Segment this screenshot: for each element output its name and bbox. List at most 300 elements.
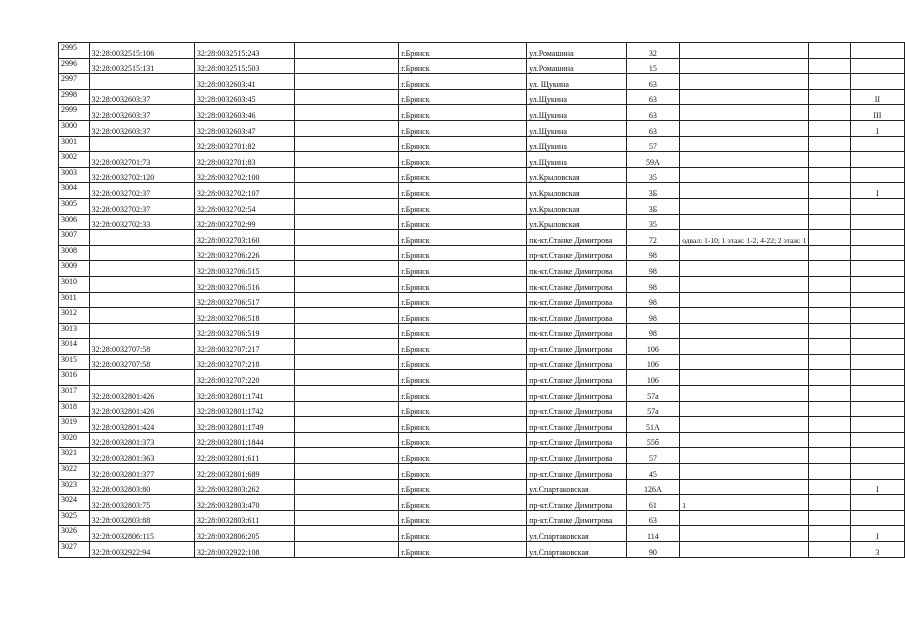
blank-cell (294, 479, 399, 495)
row-number-cell: 2997 (59, 74, 90, 90)
object-cadastral-number-cell: 32:28:0032701:82 (194, 136, 294, 152)
house-number-cell: 114 (626, 526, 680, 542)
blank-cell (294, 354, 399, 370)
row-number-cell: 3018 (59, 401, 90, 417)
blank-cell (809, 89, 850, 105)
street-cell: пр-кт.Станке Димитрова (527, 464, 627, 480)
parcel-cadastral-number-cell: 32:28:0032707:58 (89, 354, 194, 370)
blank-cell (809, 167, 850, 183)
part-number-cell: I (850, 526, 904, 542)
parcel-cadastral-number-cell: 32:28:0032803:80 (89, 479, 194, 495)
blank-cell (809, 308, 850, 324)
parcel-cadastral-number-cell: 32:28:0032806:115 (89, 526, 194, 542)
blank-cell (294, 120, 399, 136)
parcel-cadastral-number-cell: 32:28:0032801:377 (89, 464, 194, 480)
floor-premises-cell (680, 261, 809, 277)
street-cell: ул.Спартаковская (527, 542, 627, 558)
parcel-cadastral-number-cell (89, 308, 194, 324)
table-row (59, 245, 905, 261)
house-number-cell: 98 (626, 276, 680, 292)
floor-premises-cell (680, 448, 809, 464)
part-number-cell (850, 495, 904, 511)
city-cell: г.Брянск (399, 276, 527, 292)
parcel-cadastral-number-cell (89, 136, 194, 152)
parcel-cadastral-number-cell: 32:28:0032701:73 (89, 152, 194, 168)
part-number-cell (850, 448, 904, 464)
row-number-cell: 3005 (59, 198, 90, 214)
table-row (59, 198, 905, 214)
city-cell: г.Брянск (399, 354, 527, 370)
floor-premises-cell (680, 120, 809, 136)
house-number-cell: 72 (626, 230, 680, 246)
street-cell: ул.Крыловская (527, 183, 627, 199)
part-number-cell (850, 167, 904, 183)
blank-cell (294, 417, 399, 433)
city-cell: г.Брянск (399, 152, 527, 168)
table-row (59, 510, 905, 526)
object-cadastral-number-cell: 32:28:0032803:262 (194, 479, 294, 495)
object-cadastral-number-cell: 32:28:0032706:515 (194, 261, 294, 277)
house-number-cell: 57а (626, 401, 680, 417)
house-number-cell: 35 (626, 167, 680, 183)
floor-premises-cell (680, 339, 809, 355)
city-cell: г.Брянск (399, 432, 527, 448)
part-number-cell (850, 276, 904, 292)
part-number-cell: I (850, 183, 904, 199)
street-cell: пр-кт.Станке Димитрова (527, 417, 627, 433)
house-number-cell: 63 (626, 74, 680, 90)
row-number-cell: 3027 (59, 542, 90, 558)
street-cell: ул.Спартаковская (527, 526, 627, 542)
table-row (59, 136, 905, 152)
part-number-cell (850, 370, 904, 386)
row-number-cell: 3008 (59, 245, 90, 261)
city-cell: г.Брянск (399, 261, 527, 277)
street-cell: ул.Щукина (527, 89, 627, 105)
blank-cell (809, 495, 850, 511)
table-row (59, 276, 905, 292)
blank-cell (809, 354, 850, 370)
city-cell: г.Брянск (399, 526, 527, 542)
floor-premises-cell (680, 58, 809, 74)
part-number-cell (850, 323, 904, 339)
house-number-cell: 55б (626, 432, 680, 448)
object-cadastral-number-cell: 32:28:0032706:516 (194, 276, 294, 292)
house-number-cell: 57а (626, 386, 680, 402)
part-number-cell (850, 43, 904, 59)
row-number-cell: 3017 (59, 386, 90, 402)
table-row (59, 152, 905, 168)
blank-cell (294, 448, 399, 464)
object-cadastral-number-cell: 32:28:0032706:519 (194, 323, 294, 339)
parcel-cadastral-number-cell (89, 370, 194, 386)
parcel-cadastral-number-cell (89, 276, 194, 292)
blank-cell (294, 339, 399, 355)
house-number-cell: 106 (626, 354, 680, 370)
blank-cell (809, 120, 850, 136)
row-number-cell: 2995 (59, 43, 90, 59)
floor-premises-cell (680, 308, 809, 324)
street-cell: ул. Щукина (527, 74, 627, 90)
city-cell: г.Брянск (399, 401, 527, 417)
object-cadastral-number-cell: 32:28:0032703:160 (194, 230, 294, 246)
blank-cell (809, 542, 850, 558)
house-number-cell: 3Б (626, 198, 680, 214)
table-row (59, 261, 905, 277)
table-row (59, 370, 905, 386)
street-cell: пр-кт.Станке Димитрова (527, 386, 627, 402)
blank-cell (809, 74, 850, 90)
blank-cell (809, 292, 850, 308)
blank-cell (294, 58, 399, 74)
row-number-cell: 3010 (59, 276, 90, 292)
part-number-cell (850, 214, 904, 230)
table-row (59, 89, 905, 105)
blank-cell (809, 323, 850, 339)
registry-body (59, 43, 905, 558)
object-cadastral-number-cell: 32:28:0032803:470 (194, 495, 294, 511)
table-row (59, 479, 905, 495)
house-number-cell: 63 (626, 89, 680, 105)
street-cell: ул.Крыловская (527, 198, 627, 214)
blank-cell (294, 43, 399, 59)
parcel-cadastral-number-cell: 32:28:0032801:373 (89, 432, 194, 448)
blank-cell (294, 74, 399, 90)
row-number-cell: 3012 (59, 308, 90, 324)
object-cadastral-number-cell: 32:28:0032801:1741 (194, 386, 294, 402)
city-cell: г.Брянск (399, 308, 527, 324)
part-number-cell (850, 261, 904, 277)
house-number-cell: 98 (626, 245, 680, 261)
object-cadastral-number-cell: 32:28:0032801:1844 (194, 432, 294, 448)
city-cell: г.Брянск (399, 105, 527, 121)
object-cadastral-number-cell: 32:28:0032803:611 (194, 510, 294, 526)
floor-premises-cell (680, 542, 809, 558)
floor-premises-cell (680, 198, 809, 214)
table-row (59, 58, 905, 74)
table-row (59, 167, 905, 183)
blank-cell (294, 152, 399, 168)
street-cell: пр-кт.Станке Димитрова (527, 370, 627, 386)
object-cadastral-number-cell: 32:28:0032801:1749 (194, 417, 294, 433)
street-cell: пр-кт.Станке Димитрова (527, 354, 627, 370)
city-cell: г.Брянск (399, 198, 527, 214)
parcel-cadastral-number-cell (89, 230, 194, 246)
floor-premises-cell (680, 464, 809, 480)
house-number-cell: 98 (626, 292, 680, 308)
blank-cell (294, 105, 399, 121)
city-cell: г.Брянск (399, 510, 527, 526)
blank-cell (809, 401, 850, 417)
blank-cell (294, 214, 399, 230)
city-cell: г.Брянск (399, 479, 527, 495)
row-number-cell: 3015 (59, 354, 90, 370)
parcel-cadastral-number-cell: 32:28:0032515:106 (89, 43, 194, 59)
parcel-cadastral-number-cell (89, 292, 194, 308)
floor-premises-cell (680, 276, 809, 292)
blank-cell (294, 198, 399, 214)
blank-cell (294, 495, 399, 511)
parcel-cadastral-number-cell: 32:28:0032707:58 (89, 339, 194, 355)
row-number-cell: 3002 (59, 152, 90, 168)
city-cell: г.Брянск (399, 230, 527, 246)
part-number-cell (850, 308, 904, 324)
part-number-cell (850, 339, 904, 355)
table-row (59, 339, 905, 355)
part-number-cell: I (850, 479, 904, 495)
object-cadastral-number-cell: 32:28:0032806:205 (194, 526, 294, 542)
house-number-cell: 106 (626, 370, 680, 386)
table-row (59, 183, 905, 199)
blank-cell (809, 230, 850, 246)
table-row (59, 292, 905, 308)
street-cell: ул.Крыловская (527, 167, 627, 183)
city-cell: г.Брянск (399, 89, 527, 105)
floor-premises-cell (680, 354, 809, 370)
street-cell: пк-кт.Станке Димитрова (527, 308, 627, 324)
floor-premises-cell (680, 89, 809, 105)
house-number-cell: 98 (626, 308, 680, 324)
part-number-cell: I (850, 120, 904, 136)
object-cadastral-number-cell: 32:28:0032801:1742 (194, 401, 294, 417)
parcel-cadastral-number-cell: 32:28:0032702:37 (89, 183, 194, 199)
city-cell: г.Брянск (399, 448, 527, 464)
table-row (59, 214, 905, 230)
table-row (59, 323, 905, 339)
street-cell: ул.Ромашина (527, 43, 627, 59)
parcel-cadastral-number-cell: 32:28:0032801:426 (89, 386, 194, 402)
blank-cell (809, 198, 850, 214)
blank-cell (294, 370, 399, 386)
house-number-cell: 57 (626, 448, 680, 464)
table-row (59, 448, 905, 464)
blank-cell (809, 105, 850, 121)
object-cadastral-number-cell: 32:28:0032702:99 (194, 214, 294, 230)
street-cell: пр-кт.Станке Димитрова (527, 401, 627, 417)
city-cell: г.Брянск (399, 323, 527, 339)
object-cadastral-number-cell: 32:28:0032801:611 (194, 448, 294, 464)
blank-cell (809, 417, 850, 433)
row-number-cell: 3011 (59, 292, 90, 308)
city-cell: г.Брянск (399, 370, 527, 386)
floor-premises-cell (680, 183, 809, 199)
object-cadastral-number-cell: 32:28:0032702:107 (194, 183, 294, 199)
house-number-cell: 63 (626, 120, 680, 136)
table-row (59, 495, 905, 511)
part-number-cell (850, 74, 904, 90)
city-cell: г.Брянск (399, 167, 527, 183)
blank-cell (809, 276, 850, 292)
floor-premises-cell (680, 292, 809, 308)
floor-premises-cell (680, 74, 809, 90)
house-number-cell: 3Б (626, 183, 680, 199)
street-cell: ул.Щукина (527, 105, 627, 121)
part-number-cell (850, 152, 904, 168)
parcel-cadastral-number-cell: 32:28:0032702:33 (89, 214, 194, 230)
street-cell: пр-кт.Станке Димитрова (527, 339, 627, 355)
blank-cell (809, 43, 850, 59)
row-number-cell: 3006 (59, 214, 90, 230)
parcel-cadastral-number-cell: 32:28:0032801:424 (89, 417, 194, 433)
floor-premises-cell (680, 152, 809, 168)
part-number-cell (850, 245, 904, 261)
floor-premises-cell (680, 417, 809, 433)
row-number-cell: 3003 (59, 167, 90, 183)
blank-cell (294, 308, 399, 324)
blank-cell (809, 245, 850, 261)
floor-premises-cell (680, 510, 809, 526)
floor-premises-cell: одвал: 1-10; 1 этаж: 1-2, 4-22; 2 этаж: 1 (680, 230, 809, 246)
city-cell: г.Брянск (399, 136, 527, 152)
floor-premises-cell (680, 526, 809, 542)
blank-cell (294, 136, 399, 152)
blank-cell (809, 261, 850, 277)
part-number-cell (850, 230, 904, 246)
street-cell: пк-кт.Станке Димитрова (527, 261, 627, 277)
blank-cell (294, 245, 399, 261)
blank-cell (294, 183, 399, 199)
blank-cell (809, 339, 850, 355)
blank-cell (294, 276, 399, 292)
part-number-cell (850, 417, 904, 433)
floor-premises-cell (680, 105, 809, 121)
city-cell: г.Брянск (399, 339, 527, 355)
blank-cell (294, 464, 399, 480)
part-number-cell (850, 401, 904, 417)
house-number-cell: 57 (626, 136, 680, 152)
table-row (59, 308, 905, 324)
object-cadastral-number-cell: 32:28:0032801:689 (194, 464, 294, 480)
house-number-cell: 98 (626, 323, 680, 339)
table-row (59, 354, 905, 370)
house-number-cell: 126А (626, 479, 680, 495)
city-cell: г.Брянск (399, 495, 527, 511)
document-page (58, 42, 905, 558)
row-number-cell: 3016 (59, 370, 90, 386)
row-number-cell: 3004 (59, 183, 90, 199)
floor-premises-cell (680, 432, 809, 448)
blank-cell (809, 58, 850, 74)
floor-premises-cell (680, 167, 809, 183)
part-number-cell (850, 510, 904, 526)
floor-premises-cell (680, 386, 809, 402)
part-number-cell (850, 58, 904, 74)
city-cell: г.Брянск (399, 214, 527, 230)
blank-cell (809, 136, 850, 152)
part-number-cell (850, 432, 904, 448)
blank-cell (809, 448, 850, 464)
table-row (59, 432, 905, 448)
object-cadastral-number-cell: 32:28:0032707:218 (194, 354, 294, 370)
table-row (59, 230, 905, 246)
blank-cell (294, 510, 399, 526)
blank-cell (294, 167, 399, 183)
city-cell: г.Брянск (399, 245, 527, 261)
blank-cell (294, 89, 399, 105)
parcel-cadastral-number-cell: 32:28:0032801:426 (89, 401, 194, 417)
street-cell: пр-кт.Станке Димитрова (527, 510, 627, 526)
city-cell: г.Брянск (399, 386, 527, 402)
floor-premises-cell (680, 323, 809, 339)
object-cadastral-number-cell: 32:28:0032603:45 (194, 89, 294, 105)
street-cell: ул.Щукина (527, 152, 627, 168)
city-cell: г.Брянск (399, 464, 527, 480)
part-number-cell (850, 386, 904, 402)
street-cell: пр-кт.Станке Димитрова (527, 448, 627, 464)
property-registry-table (58, 42, 905, 558)
table-row (59, 43, 905, 59)
row-number-cell: 3014 (59, 339, 90, 355)
street-cell: ул.Спартаковская (527, 479, 627, 495)
parcel-cadastral-number-cell: 32:28:0032922:94 (89, 542, 194, 558)
table-row (59, 120, 905, 136)
part-number-cell (850, 198, 904, 214)
object-cadastral-number-cell: 32:28:0032707:217 (194, 339, 294, 355)
city-cell: г.Брянск (399, 183, 527, 199)
house-number-cell: 45 (626, 464, 680, 480)
object-cadastral-number-cell: 32:28:0032701:83 (194, 152, 294, 168)
object-cadastral-number-cell: 32:28:0032702:100 (194, 167, 294, 183)
blank-cell (294, 292, 399, 308)
table-row (59, 464, 905, 480)
floor-premises-cell (680, 245, 809, 261)
row-number-cell: 2998 (59, 89, 90, 105)
object-cadastral-number-cell: 32:28:0032922:108 (194, 542, 294, 558)
table-row (59, 105, 905, 121)
table-row (59, 401, 905, 417)
row-number-cell: 3025 (59, 510, 90, 526)
street-cell: ул.Щукина (527, 136, 627, 152)
house-number-cell: 63 (626, 510, 680, 526)
street-cell: ул.Щукина (527, 120, 627, 136)
parcel-cadastral-number-cell: 32:28:0032803:88 (89, 510, 194, 526)
street-cell: пр-кт.Станке Димитрова (527, 432, 627, 448)
blank-cell (294, 542, 399, 558)
table-row (59, 386, 905, 402)
street-cell: пр-кт.Станке Димитрова (527, 245, 627, 261)
row-number-cell: 2996 (59, 58, 90, 74)
city-cell: г.Брянск (399, 417, 527, 433)
blank-cell (809, 432, 850, 448)
object-cadastral-number-cell: 32:28:0032706:517 (194, 292, 294, 308)
house-number-cell: 51А (626, 417, 680, 433)
parcel-cadastral-number-cell: 32:28:0032603:37 (89, 120, 194, 136)
parcel-cadastral-number-cell (89, 261, 194, 277)
parcel-cadastral-number-cell: 32:28:0032702:37 (89, 198, 194, 214)
city-cell: г.Брянск (399, 58, 527, 74)
row-number-cell: 3009 (59, 261, 90, 277)
blank-cell (809, 386, 850, 402)
street-cell: пк-кт.Станке Димитрова (527, 230, 627, 246)
parcel-cadastral-number-cell: 32:28:0032603:37 (89, 105, 194, 121)
blank-cell (809, 510, 850, 526)
house-number-cell: 106 (626, 339, 680, 355)
house-number-cell: 90 (626, 542, 680, 558)
city-cell: г.Брянск (399, 74, 527, 90)
house-number-cell: 32 (626, 43, 680, 59)
city-cell: г.Брянск (399, 120, 527, 136)
city-cell: г.Брянск (399, 542, 527, 558)
part-number-cell: III (850, 105, 904, 121)
parcel-cadastral-number-cell: 32:28:0032803:75 (89, 495, 194, 511)
object-cadastral-number-cell: 32:28:0032603:47 (194, 120, 294, 136)
house-number-cell: 98 (626, 261, 680, 277)
blank-cell (294, 323, 399, 339)
blank-cell (294, 230, 399, 246)
table-row (59, 417, 905, 433)
parcel-cadastral-number-cell (89, 74, 194, 90)
row-number-cell: 3013 (59, 323, 90, 339)
